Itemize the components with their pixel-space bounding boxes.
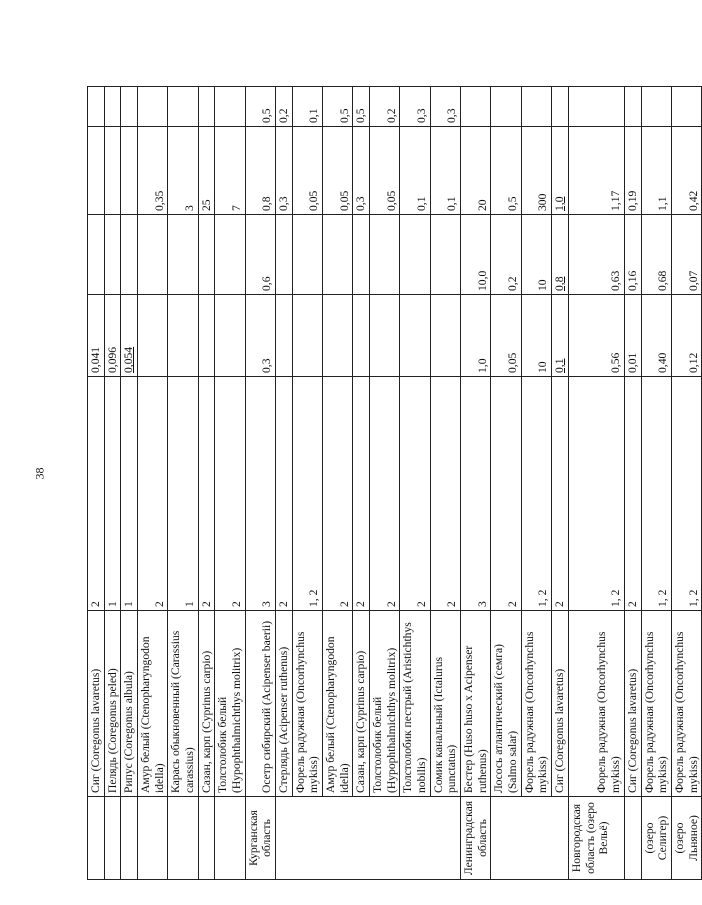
value-col4-cell: 0,63 [568,215,624,295]
species-cell: Форель радужная (Oncorhynchus mykiss) [671,611,701,797]
value-col3-cell: 0,041 [88,295,105,377]
value-col6-cell [624,87,641,127]
value-col6-cell: 0,3 [430,87,460,127]
region-cell [400,797,430,880]
type-cell: 3 [245,377,275,611]
table-row [121,87,138,880]
value-col5-cell: 0,8 [245,127,275,215]
value-col5-cell: 3 [168,127,198,215]
table-row [461,87,491,880]
value-col4-cell [323,215,353,295]
value-col4-cell: 0,8 [552,215,569,295]
type-cell: 1, 2 [641,377,671,611]
species-cell: Сиг (Coregonus lavaretus) [552,611,569,797]
table-row [198,87,215,880]
value-col4-cell [292,215,322,295]
value-col3-cell: 0,1 [552,295,569,377]
region-cell: Новгородская область (озеро Вельё) [568,797,624,880]
value-col4-cell [104,215,121,295]
table-row [138,87,168,880]
table-row [245,87,275,880]
type-cell: 1 [104,377,121,611]
region-cell [292,797,322,880]
table-row [430,87,460,880]
type-cell: 1, 2 [521,377,551,611]
type-cell: 2 [491,377,521,611]
value-col5-cell: 0,3 [276,127,293,215]
value-col3-cell [168,295,198,377]
value-col5-cell [88,127,105,215]
value-col5-cell: 0,1 [430,127,460,215]
value-col3-cell [400,295,430,377]
region-cell [491,797,521,880]
type-cell: 1, 2 [671,377,701,611]
value-col5-cell: 0,05 [370,127,400,215]
species-cell: Осетр сибирский (Acipenser baerii) [245,611,275,797]
value-col6-cell [521,87,551,127]
value-col6-cell [568,87,624,127]
species-cell: Карась обыкновенный (Carassius carassius) [168,611,198,797]
value-col5-cell: 0,42 [671,127,701,215]
type-cell: 2 [430,377,460,611]
species-cell: Форель радужная (Oncorhynchus mykiss) [521,611,551,797]
region-cell [370,797,400,880]
region-cell: Ленинградская область [461,797,491,880]
table-row [641,87,671,880]
region-cell [323,797,353,880]
species-cell: Лосось атлантический (семга) (Salmo salar) [491,611,521,797]
value-col6-cell: 0,2 [276,87,293,127]
species-cell: Сазан, карп (Cyprinus carpio) [198,611,215,797]
region-cell [121,797,138,880]
value-col6-cell [104,87,121,127]
value-col5-cell: 0,05 [323,127,353,215]
species-cell: Рипус (Coregonus albula) [121,611,138,797]
value-col3-cell: 10 [521,295,551,377]
type-cell: 2 [138,377,168,611]
species-cell: Пелядь (Coregonus peled) [104,611,121,797]
type-cell: 1, 2 [568,377,624,611]
species-cell: Сомик канальный (Ictalurus punctatus) [430,611,460,797]
value-col3-cell [370,295,400,377]
table-row [104,87,121,880]
value-col3-cell: 0,05 [491,295,521,377]
value-col6-cell [491,87,521,127]
table-row [168,87,198,880]
type-cell: 3 [461,377,491,611]
type-cell: 2 [552,377,569,611]
species-cell: Форель радужная (Oncorhynchus mykiss) [292,611,322,797]
species-cell: Стерлядь (Acipenser ruthenus) [276,611,293,797]
table-row [292,87,322,880]
value-col5-cell: 0,3 [353,127,370,215]
value-col3-cell: 0,096 [104,295,121,377]
value-col6-cell [88,87,105,127]
value-col3-cell: 0,40 [641,295,671,377]
value-col3-cell: 0,01 [624,295,641,377]
value-col4-cell [276,215,293,295]
region-cell: (озеро Селигер) [641,797,671,880]
value-col6-cell: 0,1 [292,87,322,127]
value-col5-cell: 1,1 [641,127,671,215]
value-col5-cell: 0,5 [491,127,521,215]
value-col6-cell [461,87,491,127]
region-cell [215,797,245,880]
value-col5-cell: 7 [215,127,245,215]
table-row [624,87,641,880]
value-col3-cell: 0,12 [671,295,701,377]
region-cell [430,797,460,880]
value-col4-cell [168,215,198,295]
value-col4-cell [198,215,215,295]
species-cell: Бестер (Huso huso x Acipenser ruthenus) [461,611,491,797]
value-col6-cell [138,87,168,127]
value-col5-cell: 300 [521,127,551,215]
species-cell: Сазан, карп (Cyprinus carpio) [353,611,370,797]
value-col3-cell [138,295,168,377]
table-row [671,87,701,880]
table-row [491,87,521,880]
value-col6-cell [198,87,215,127]
type-cell: 2 [198,377,215,611]
value-col4-cell [353,215,370,295]
type-cell: 2 [88,377,105,611]
value-col5-cell: 0,1 [400,127,430,215]
value-col4-cell [400,215,430,295]
value-col6-cell [552,87,569,127]
value-col4-cell [88,215,105,295]
region-cell [353,797,370,880]
type-cell: 2 [276,377,293,611]
value-col6-cell [168,87,198,127]
species-cell: Сиг (Coregonus lavaretus) [624,611,641,797]
value-col5-cell: 0,05 [292,127,322,215]
page-number: 38 [32,467,47,480]
value-col6-cell [671,87,701,127]
table-row [370,87,400,880]
species-cell: Толстолобик белый (Hypophthalmichthys molitrix) [370,611,400,797]
region-cell [88,797,105,880]
species-cell: Сиг (Coregonus lavaretus) [88,611,105,797]
value-col3-cell: 0,054 [121,295,138,377]
value-col6-cell: 0,3 [400,87,430,127]
value-col6-cell [121,87,138,127]
type-cell: 1 [168,377,198,611]
table-row [353,87,370,880]
value-col4-cell: 0,2 [491,215,521,295]
type-cell: 1, 2 [292,377,322,611]
value-col6-cell [215,87,245,127]
type-cell: 2 [400,377,430,611]
value-col3-cell: 1,0 [461,295,491,377]
value-col4-cell: 0,68 [641,215,671,295]
value-col3-cell [430,295,460,377]
rotated-table-wrapper [87,87,700,880]
region-cell [624,797,641,880]
fish-table-body [88,87,702,880]
species-cell: Форель радужная (Oncorhynchus mykiss) [568,611,624,797]
type-cell: 2 [353,377,370,611]
value-col3-cell: 0,56 [568,295,624,377]
value-col5-cell: 25 [198,127,215,215]
value-col4-cell [430,215,460,295]
species-cell: Амур белый (Ctenopharyngodon idella) [138,611,168,797]
region-cell [521,797,551,880]
region-cell [168,797,198,880]
value-col6-cell: 0,5 [245,87,275,127]
table-row [276,87,293,880]
region-cell [138,797,168,880]
fish-table [87,86,702,880]
region-cell [198,797,215,880]
value-col3-cell [198,295,215,377]
value-col5-cell: 20 [461,127,491,215]
value-col5-cell: 0,19 [624,127,641,215]
table-row [400,87,430,880]
value-col3-cell: 0,3 [245,295,275,377]
value-col4-cell: 10,0 [461,215,491,295]
value-col4-cell [215,215,245,295]
value-col4-cell [138,215,168,295]
species-cell: Толстолобик белый (Hypophthalmichthys molitrix) [215,611,245,797]
value-col6-cell: 0,2 [370,87,400,127]
type-cell: 2 [215,377,245,611]
value-col3-cell [353,295,370,377]
type-cell: 2 [370,377,400,611]
table-row [323,87,353,880]
table-row [521,87,551,880]
value-col4-cell: 0,16 [624,215,641,295]
region-cell [276,797,293,880]
value-col5-cell: 1,0 [552,127,569,215]
species-cell: Толстолобик пестрый (Aristichthys nobilis) [400,611,430,797]
type-cell: 2 [323,377,353,611]
table-row [552,87,569,880]
value-col3-cell [276,295,293,377]
value-col5-cell [104,127,121,215]
value-col4-cell: 10 [521,215,551,295]
value-col5-cell: 1,17 [568,127,624,215]
value-col3-cell [215,295,245,377]
value-col5-cell: 0,35 [138,127,168,215]
table-row [568,87,624,880]
table-row [215,87,245,880]
type-cell: 1 [121,377,138,611]
value-col4-cell: 0,6 [245,215,275,295]
region-cell [104,797,121,880]
value-col6-cell: 0,5 [323,87,353,127]
value-col5-cell [121,127,138,215]
value-col3-cell [323,295,353,377]
region-cell: Курганская область [245,797,275,880]
region-cell: (озеро Льняное) [671,797,701,880]
type-cell: 2 [624,377,641,611]
table-row [88,87,105,880]
value-col3-cell [292,295,322,377]
value-col4-cell [121,215,138,295]
value-col6-cell: 0,5 [353,87,370,127]
value-col4-cell: 0,07 [671,215,701,295]
value-col6-cell [641,87,671,127]
species-cell: Форель радужная (Oncorhynchus mykiss) [641,611,671,797]
region-cell [552,797,569,880]
value-col4-cell [370,215,400,295]
species-cell: Амур белый (Ctenopharyngodon idella) [323,611,353,797]
